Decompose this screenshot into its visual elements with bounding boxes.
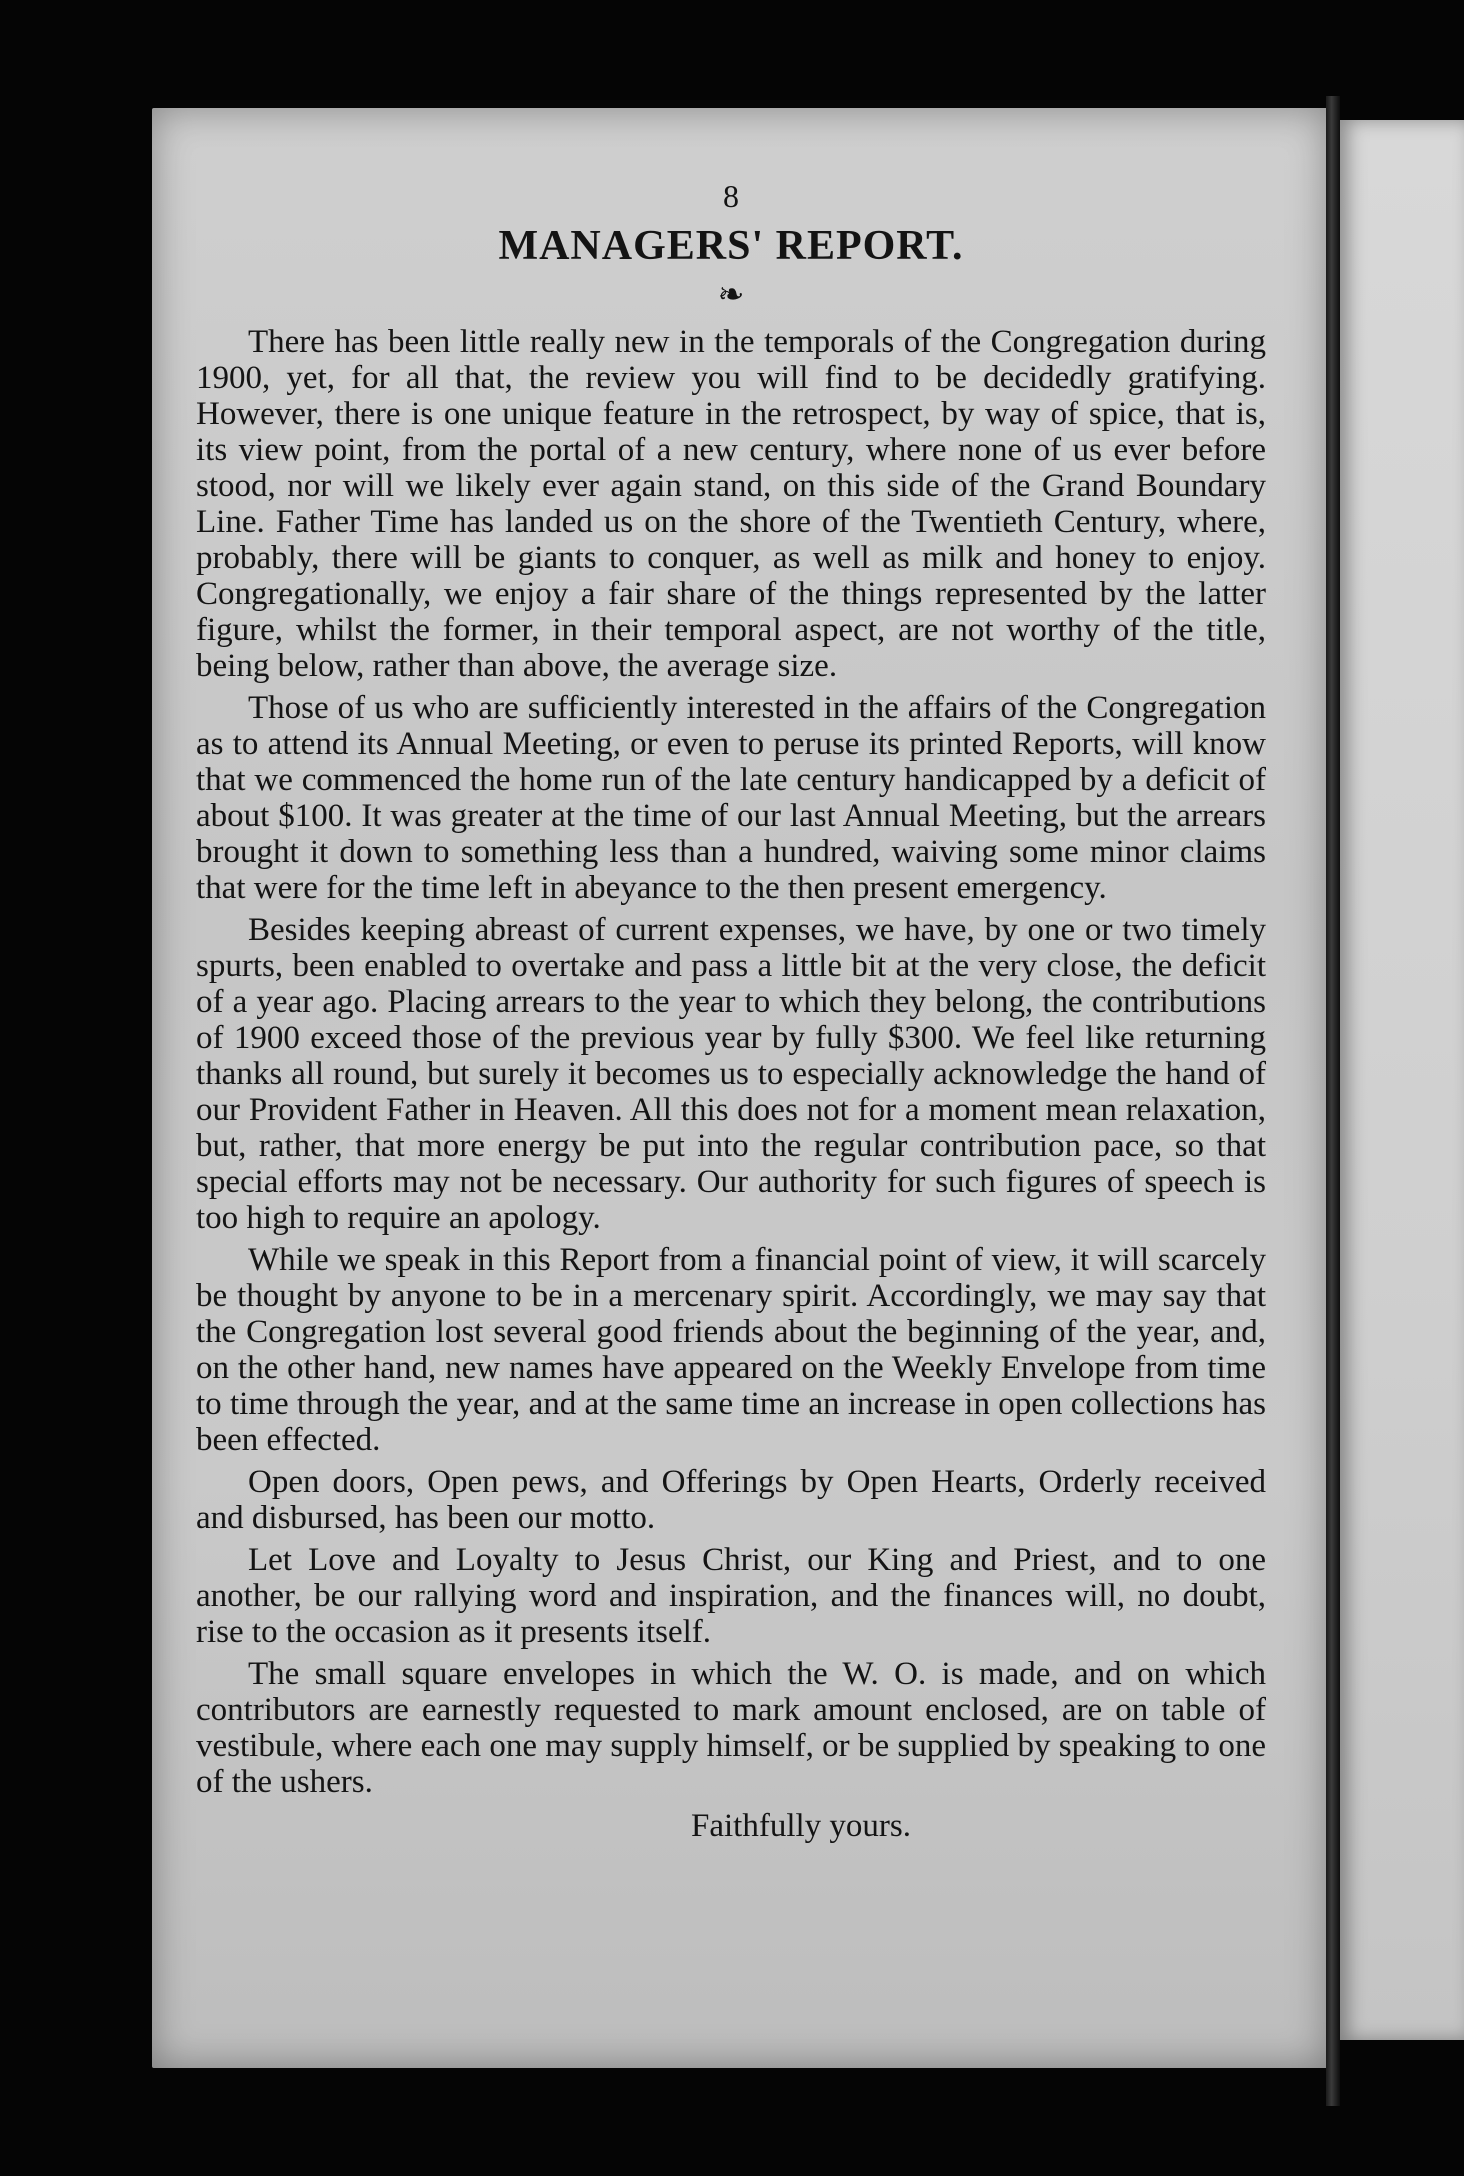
page-number: 8: [723, 178, 739, 214]
paragraph-6: Let Love and Loyalty to Jesus Christ, our King and Priest, and to one another, be our rallying word and inspiration, and the finances will, no doubt, rise to the occasion as it presents itself.: [196, 1542, 1266, 1650]
fleuron-ornament-icon: ❧: [717, 276, 745, 312]
signature-line: Faithfully yours.: [691, 1808, 911, 1844]
page-title: MANAGERS' REPORT.: [498, 223, 964, 269]
paragraph-5: Open doors, Open pews, and Offerings by Open Hearts, Orderly received and disbursed, has been our motto.: [196, 1464, 1266, 1536]
paragraph-3: Besides keeping abreast of current expenses, we have, by one or two timely spurts, been enabled to overtake and pass a little bit at the very close, the deficit of a year ago. Placing arrears to the year to which they belong, the contributions of 1900 exceed those of the previous year by fully $300. We feel like returning thanks all round, but surely it becomes us to especially acknowledge the hand of our Provident Father in Heaven. All this does not for a moment mean relaxation, but, rather, that more energy be put into the regular contribution pace, so that special efforts may not be necessary. Our authority for such figures of speech is too high to require an apology.: [196, 912, 1266, 1236]
paragraph-2: Those of us who are sufficiently interested in the affairs of the Congregation as to attend its Annual Meeting, or even to peruse its printed Reports, will know that we commenced the home run of the late century handicapped by a deficit of about $100. It was greater at the time of our last Annual Meeting, but the arrears brought it down to something less than a hundred, waiving some minor claims that were for the time left in abeyance to the then present emergency.: [196, 690, 1266, 906]
paragraph-7: The small square envelopes in which the W. O. is made, and on which contributors are earnestly requested to mark amount enclosed, are on table of vestibule, where each one may supply himself, or be supplied by speaking to one of the ushers.: [196, 1656, 1266, 1800]
paragraph-4: While we speak in this Report from a financial point of view, it will scarcely be thought by anyone to be in a mercenary spirit. Accordingly, we may say that the Congregation lost several good friends about the beginning of the year, and, on the other hand, new names have appeared on the Weekly Envelope from time to time through the year, and at the same time an increase in open collections has been effected.: [196, 1242, 1266, 1458]
report-text-column: [196, 176, 1266, 1846]
right-page-edge: [1340, 120, 1464, 2040]
paragraph-1: There has been little really new in the temporals of the Congregation during 1900, yet, for all that, the review you will find to be decidedly gratifying. However, there is one unique feature in the retrospect, by way of spice, that is, its view point, from the portal of a new century, where none of us ever before stood, nor will we likely ever again stand, on this side of the Grand Boundary Line. Father Time has landed us on the shore of the Twentieth Century, where, probably, there will be giants to conquer, as well as milk and honey to enjoy. Congregationally, we enjoy a fair share of the things represented by the latter figure, whilst the former, in their temporal aspect, are not worthy of the title, being below, rather than above, the average size.: [196, 324, 1266, 684]
book-gutter: [1326, 96, 1340, 2106]
